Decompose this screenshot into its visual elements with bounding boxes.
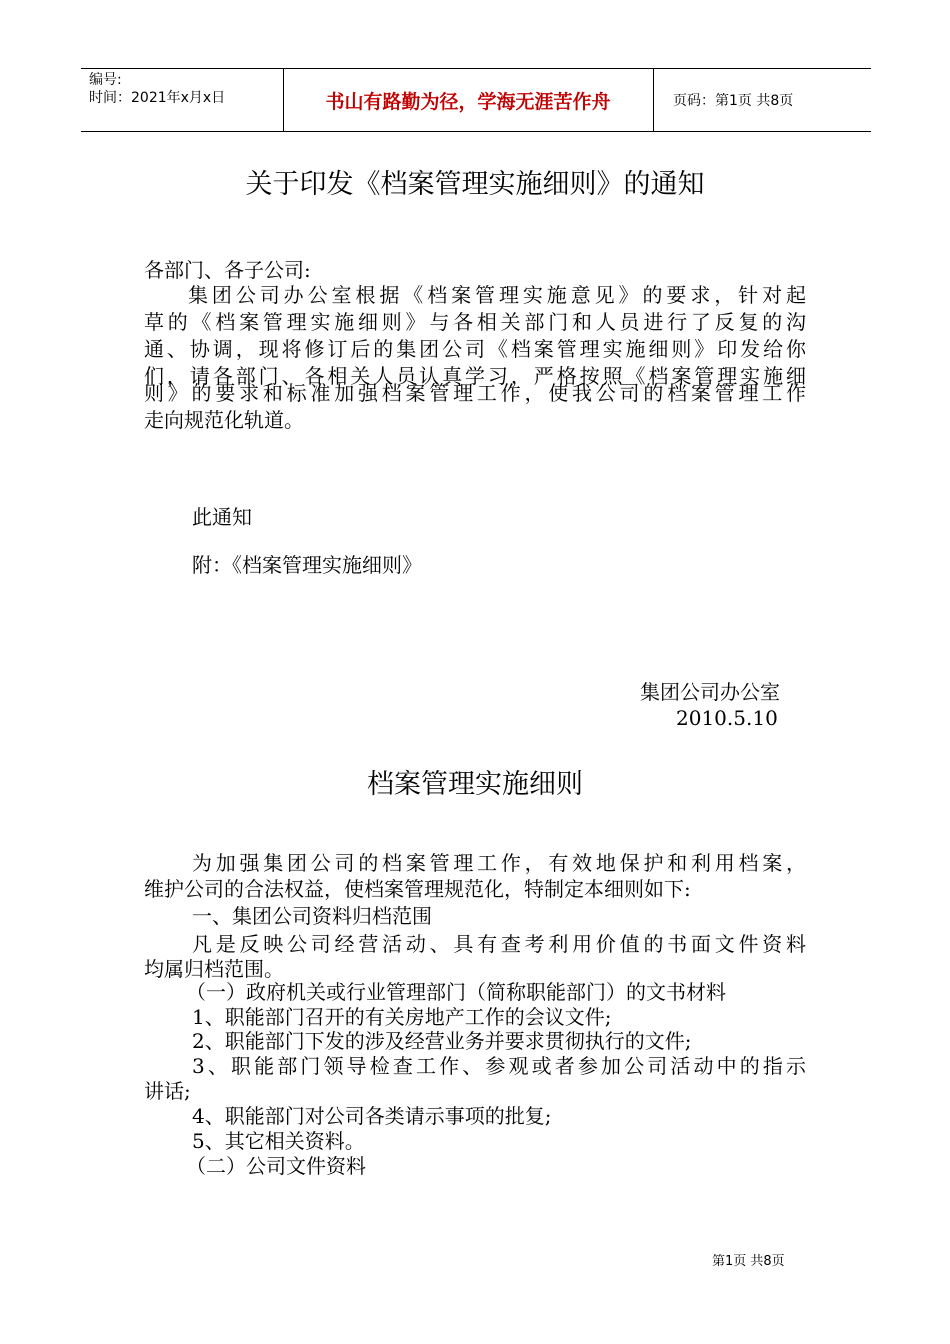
rules-title: 档案管理实施细则 [367, 769, 583, 800]
notice-line: 走向规范化轨道。 [144, 408, 304, 432]
rules-line: 为加强集团公司的档案管理工作，有效地保护和利用档案， [192, 851, 806, 875]
notice-issuer: 集团公司办公室 [640, 680, 780, 704]
notice-attachment: 附：《档案管理实施细则》 [192, 553, 422, 577]
header-time: 时间：2021年x月x日 [89, 90, 226, 106]
page-header [81, 68, 871, 132]
notice-line: 通、协调，现将修订后的集团公司《档案管理实施细则》印发给你 [144, 337, 806, 361]
rules-line: 均属归档范围。 [144, 957, 284, 981]
header-meta [89, 71, 225, 107]
rules-line: 5、其它相关资料。 [192, 1129, 365, 1153]
notice-title: 关于印发《档案管理实施细则》的通知 [245, 169, 705, 200]
rules-line: （一）政府机关或行业管理部门（简称职能部门）的文书材料 [186, 980, 726, 1004]
notice-line: 集团公司办公室根据《档案管理实施意见》的要求，针对起 [188, 283, 806, 307]
rules-line: 3、职能部门领导检查工作、参观或者参加公司活动中的指示 [192, 1054, 806, 1078]
header-number: 编号: [89, 72, 122, 88]
notice-line: 草的《档案管理实施细则》与各相关部门和人员进行了反复的沟 [144, 310, 806, 334]
rules-line: 1、职能部门召开的有关房地产工作的会议文件; [192, 1005, 612, 1029]
rules-line: 2、职能部门下发的涉及经营业务并要求贯彻执行的文件; [192, 1029, 692, 1053]
notice-salutation: 各部门、各子公司: [144, 258, 311, 282]
rules-line: 维护公司的合法权益，使档案管理规范化，特制定本细则如下: [144, 877, 691, 901]
header-page-number: 页码：第1页 共8页 [673, 93, 794, 109]
header-divider [653, 69, 654, 131]
page-footer: 第1页 共8页 [712, 1254, 785, 1269]
rules-line: （二）公司文件资料 [186, 1154, 366, 1178]
rules-line: 讲话; [144, 1079, 191, 1103]
notice-line: 则》的要求和标准加强档案管理工作，使我公司的档案管理工作 [144, 381, 806, 405]
notice-date: 2010.5.10 [676, 706, 778, 730]
notice-closing: 此通知 [192, 505, 252, 529]
header-motto: 书山有路勤为径，学海无涯苦作舟 [325, 90, 611, 113]
notice-line: 们，请各部门、各相关人员认真学习，严格按照《档案管理实施细 [144, 364, 806, 388]
rules-line: 凡是反映公司经营活动、具有查考利用价值的书面文件资料 [192, 932, 806, 956]
rules-line: 4、职能部门对公司各类请示事项的批复; [192, 1104, 552, 1128]
rules-line: 一、集团公司资料归档范围 [192, 904, 432, 928]
